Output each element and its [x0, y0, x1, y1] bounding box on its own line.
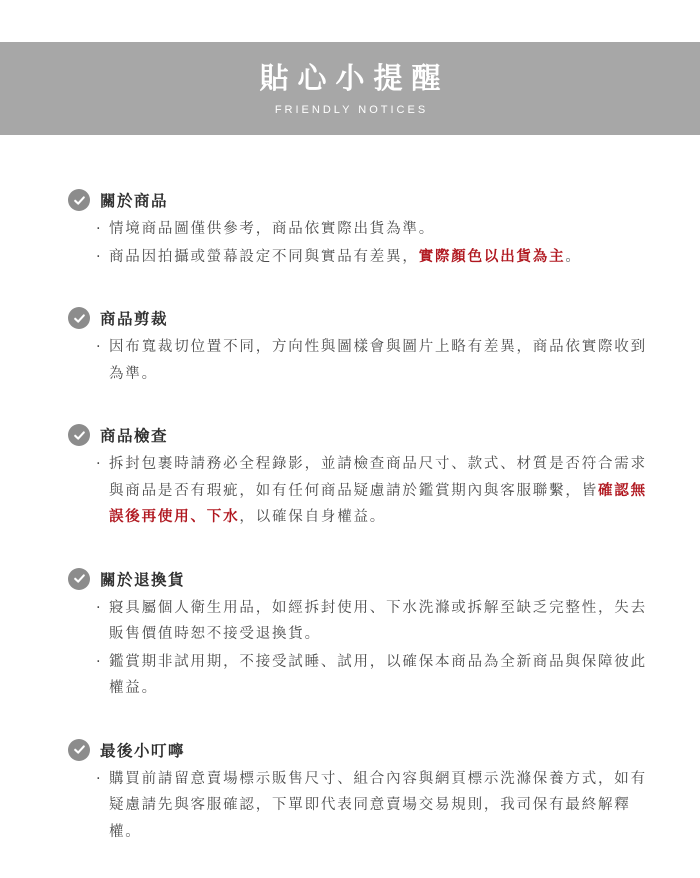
item-text: 鑑賞期非試用期，不接受試睡、試用，以確保本商品為全新商品與保障彼此權益。: [109, 653, 647, 696]
check-circle-icon: [68, 424, 90, 446]
bullet-mark: ·: [96, 221, 103, 237]
section-header: [68, 564, 648, 594]
highlight-text: 確認無誤後再使用、下水: [109, 482, 647, 525]
bullet-mark: ·: [96, 248, 103, 265]
notice-section: [68, 564, 648, 702]
section-title: 商品剪裁: [100, 310, 169, 328]
section-items: [68, 595, 648, 702]
check-circle-icon: [68, 189, 90, 211]
list-item: [93, 244, 648, 271]
notice-section: [68, 735, 648, 846]
section-title: 商品檢查: [100, 427, 169, 445]
item-text: 因布寬裁切位置不同，方向性與圖樣會與圖片上略有差異，商品依實際收到為準。: [109, 339, 647, 382]
bullet-mark: ·: [96, 456, 103, 472]
list-item: [93, 766, 648, 846]
check-circle-icon: [68, 307, 90, 329]
section-header: [68, 420, 648, 450]
section-items: [68, 334, 648, 387]
section-header: [68, 735, 648, 765]
list-item: [93, 649, 648, 702]
check-circle-icon: [68, 568, 90, 590]
list-item: [93, 451, 648, 531]
section-title: 關於退換貨: [100, 570, 186, 589]
notice-section: [68, 303, 648, 387]
list-item: [93, 334, 648, 387]
item-text-end: ，以確保自身權益。: [239, 509, 387, 525]
notice-section: [68, 420, 648, 531]
item-text: 寢具屬個人衛生用品，如經拆封使用、下水洗滌或拆解至缺乏完整性，失去販售價值時恕不接受退換貨。: [109, 599, 647, 642]
notice-section: [68, 185, 648, 270]
list-item: [93, 595, 648, 648]
section-items: [68, 766, 648, 846]
item-text: 購買前請留意賣場標示販售尺寸、組合內容與網頁標示洗滌保養方式，如有疑慮請先與客服確認，下單即代表同意賣場交易規則，我司保有最終解釋權。: [109, 770, 647, 840]
bullet-mark: ·: [96, 770, 103, 787]
item-text: 拆封包裹時請務必全程錄影，並請檢查商品尺寸、款式、材質是否符合需求與商品是否有瑕疵，如有任何商品疑慮請於鑑賞期內與客服聯繫，皆: [109, 456, 647, 499]
list-item: [93, 216, 648, 243]
bullet-mark: ·: [96, 599, 103, 616]
section-title: 最後小叮嚀: [100, 741, 186, 760]
section-header: [68, 303, 648, 333]
item-text: 商品因拍攝或螢幕設定不同與實品有差異，: [109, 248, 419, 265]
section-header: [68, 185, 648, 215]
section-title: 關於商品: [100, 192, 169, 210]
header-banner: [0, 42, 700, 135]
item-text-end: 。: [565, 248, 582, 265]
notice-sections: [68, 185, 648, 878]
check-circle-icon: [68, 739, 90, 761]
section-items: [68, 451, 648, 531]
item-text: 情境商品圖僅供參考，商品依實際出貨為準。: [109, 221, 435, 237]
banner-title: 貼心小提醒: [259, 61, 450, 95]
highlight-text: 實際顏色以出貨為主: [418, 248, 566, 265]
banner-subtitle: FRIENDLY NOTICES: [274, 104, 429, 116]
bullet-mark: ·: [96, 339, 103, 355]
bullet-mark: ·: [96, 653, 103, 670]
section-items: [68, 216, 648, 270]
